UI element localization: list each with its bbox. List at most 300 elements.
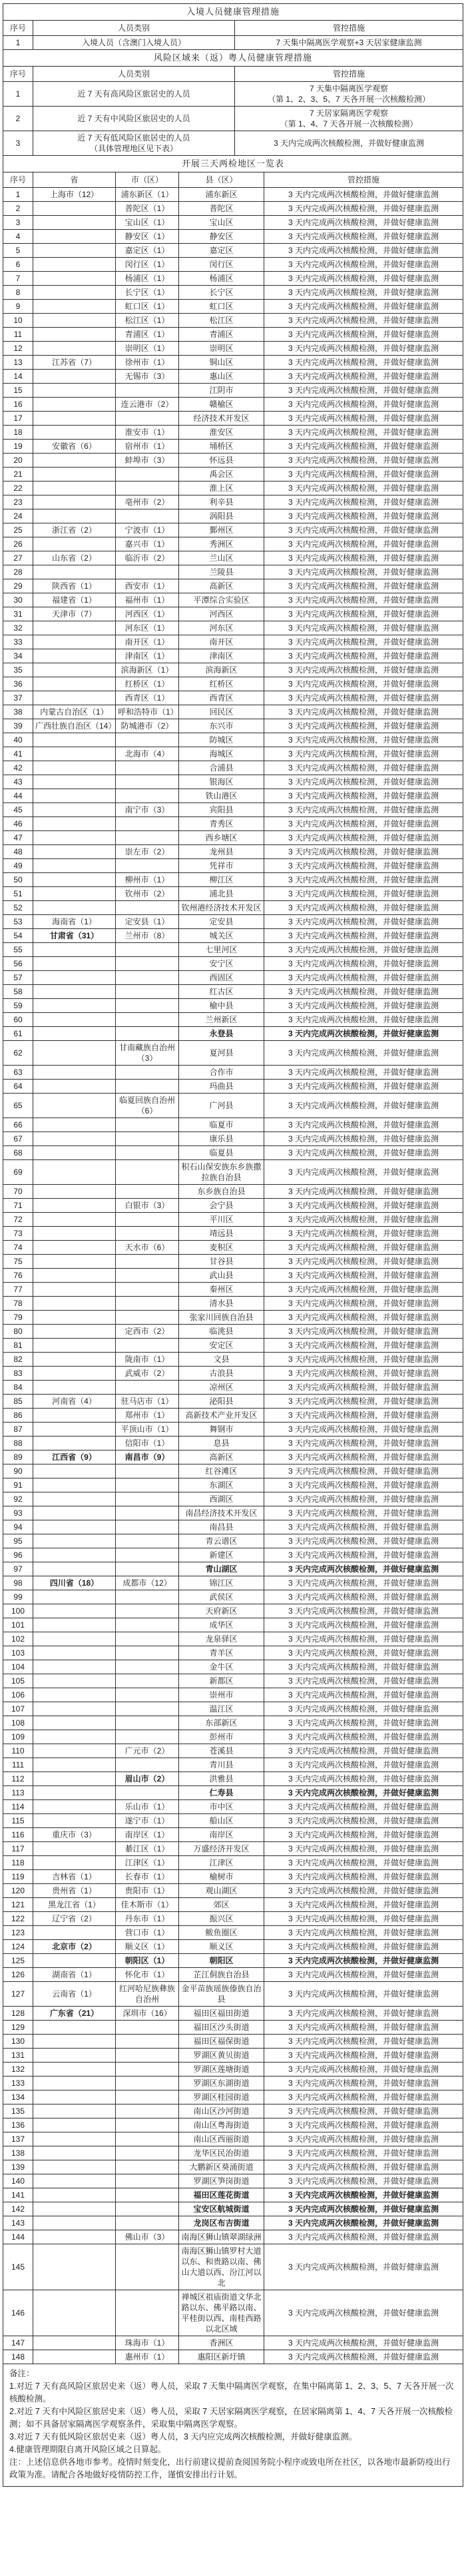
region-row	[3, 915, 463, 929]
province-cell	[33, 314, 116, 328]
province-cell: 上海市（12）	[33, 188, 116, 202]
city-cell	[116, 2244, 179, 2290]
measure-cell: 3 天内完成两次核酸检测，并做好健康监测	[264, 1437, 463, 1450]
region-row	[3, 1464, 463, 1478]
province-cell	[33, 2132, 116, 2146]
county-cell: 芷江侗族自治县	[179, 1968, 264, 1982]
region-row	[3, 2091, 463, 2104]
measure-cell: 3 天内完成两次核酸检测，并做好健康监测	[264, 2174, 463, 2188]
category-cell: 入境人员（含澳门入境人员）	[33, 36, 235, 50]
region-row	[3, 1283, 463, 1297]
measure-cell: 3 天内完成两次核酸检测，并做好健康监测	[264, 1080, 463, 1094]
measure-cell: 3 天内完成两次核酸检测，并做好健康监测	[264, 2091, 463, 2104]
region-row	[3, 1269, 463, 1283]
region-row	[3, 719, 463, 733]
county-cell: 凉州区	[179, 1381, 264, 1395]
region-row	[3, 216, 463, 230]
row-number: 94	[3, 1520, 33, 1534]
measure-cell: 3 天内完成两次核酸检测，并做好健康监测	[264, 1297, 463, 1311]
row-number: 8	[3, 286, 33, 300]
county-cell: 洪雅县	[179, 1772, 264, 1786]
region-row	[3, 1013, 463, 1027]
province-cell	[33, 1160, 116, 1185]
measure-cell: 3 天内完成两次核酸检测，并做好健康监测	[264, 2336, 463, 2350]
province-cell	[33, 957, 116, 971]
county-cell: 合作市	[179, 1066, 264, 1080]
county-cell: 青秀区	[179, 817, 264, 831]
region-row	[3, 565, 463, 579]
row-number: 128	[3, 2007, 33, 2021]
measure-cell: 3 天内完成两次核酸检测，并做好健康监测	[264, 1814, 463, 1828]
province-cell	[33, 1269, 116, 1283]
row-number: 137	[3, 2132, 33, 2146]
row-number: 67	[3, 1132, 33, 1146]
province-cell: 重庆市（3）	[33, 1828, 116, 1842]
measure-cell: 3 天内完成两次核酸检测，并做好健康监测	[264, 523, 463, 537]
region-row	[3, 1800, 463, 1814]
province-cell	[33, 1660, 116, 1674]
city-cell	[116, 1132, 179, 1146]
measure-cell: 3 天内完成两次核酸检测，并做好健康监测	[264, 1912, 463, 1926]
city-cell: 西青区（1）	[116, 691, 179, 705]
county-cell: 秀洲区	[179, 537, 264, 551]
province-cell	[33, 1255, 116, 1269]
measure-cell: 3 天内完成两次核酸检测，并做好健康监测	[264, 1716, 463, 1730]
measure-cell: 3 天内完成两次核酸检测，并做好健康监测	[264, 873, 463, 887]
measure-cell: 3 天内完成两次核酸检测，并做好健康监测	[264, 859, 463, 873]
province-cell	[33, 1744, 116, 1758]
county-cell: 罗湖区东湖街道	[179, 2077, 264, 2091]
province-cell	[33, 677, 116, 691]
row-number: 132	[3, 2063, 33, 2077]
row-number: 106	[3, 1688, 33, 1702]
row-number: 21	[3, 468, 33, 482]
region-row	[3, 1618, 463, 1632]
measure-cell: 3 天内完成两次核酸检测，并做好健康监测	[264, 2216, 463, 2230]
region-row	[3, 1353, 463, 1367]
city-cell	[116, 2146, 179, 2160]
county-cell: 西湖区	[179, 1492, 264, 1506]
city-cell	[116, 2021, 179, 2035]
city-cell: 珠海市（1）	[116, 2336, 179, 2350]
region-row	[3, 2021, 463, 2035]
city-cell: 驻马店市（1）	[116, 1395, 179, 1409]
region-row	[3, 1912, 463, 1926]
regions-tbody	[3, 188, 463, 2364]
row-number: 16	[3, 398, 33, 412]
measure-cell: 3 天内完成两次核酸检测，并做好健康监测	[264, 1898, 463, 1912]
county-cell: 东湖区	[179, 1478, 264, 1492]
row-number: 69	[3, 1160, 33, 1185]
measure-cell: 3 天内完成两次核酸检测，并做好健康监测	[264, 1381, 463, 1395]
city-cell: 怀化市（1）	[116, 1968, 179, 1982]
city-cell: 陇南市（1）	[116, 1353, 179, 1367]
region-row	[3, 845, 463, 859]
province-cell	[33, 565, 116, 579]
measure-cell: 3 天内完成两次核酸检测，并做好健康监测	[264, 1758, 463, 1772]
measure-cell: 3 天内完成两次核酸检测，并做好健康监测	[264, 1132, 463, 1146]
province-cell	[33, 202, 116, 216]
county-cell: 宝山区	[179, 216, 264, 230]
measure-cell: 3 天内完成两次核酸检测，并做好健康监测	[264, 2007, 463, 2021]
county-cell: 青山湖区	[179, 1562, 264, 1576]
province-cell: 广西壮族自治区（14）	[33, 719, 116, 733]
city-cell	[116, 2132, 179, 2146]
measure-cell: 3 天内完成两次核酸检测，并做好健康监测	[264, 1562, 463, 1576]
province-cell	[33, 1674, 116, 1688]
city-cell	[116, 1013, 179, 1027]
measure-cell: 3 天内完成两次核酸检测，并做好健康监测	[264, 761, 463, 775]
city-cell: 亳州市（2）	[116, 495, 179, 509]
category-line: 近 7 天有低风险区旅居史的人员	[77, 133, 190, 143]
region-row	[3, 1423, 463, 1437]
col-header-measure: 管控措施	[264, 172, 463, 188]
measure-cell: 3 天内完成两次核酸检测，并做好健康监测	[264, 202, 463, 216]
county-cell: 苍溪县	[179, 1744, 264, 1758]
row-number: 108	[3, 1716, 33, 1730]
region-row	[3, 2104, 463, 2118]
province-cell	[33, 1604, 116, 1618]
province-cell	[33, 1423, 116, 1437]
measure-cell: 3 天内完成两次核酸检测，并做好健康监测	[264, 1828, 463, 1842]
province-cell	[33, 747, 116, 761]
county-cell: 防城区	[179, 733, 264, 747]
city-cell: 杨浦区（1）	[116, 272, 179, 286]
region-row	[3, 1884, 463, 1898]
county-cell: 利辛县	[179, 495, 264, 509]
row-number: 117	[3, 1842, 33, 1856]
region-row	[3, 1534, 463, 1548]
province-cell	[33, 1534, 116, 1548]
risk-table-title-row	[3, 50, 463, 67]
province-cell	[33, 398, 116, 412]
measure-cell: 3 天内完成两次核酸检测，并做好健康监测	[264, 537, 463, 551]
measure-cell: 3 天内完成两次核酸检测，并做好健康监测	[264, 649, 463, 663]
measure-cell: 3 天内完成两次核酸检测，并做好健康监测	[264, 468, 463, 482]
city-cell	[116, 1520, 179, 1534]
region-row	[3, 482, 463, 495]
county-cell: 铜山区	[179, 356, 264, 370]
row-number: 62	[3, 1041, 33, 1066]
row-number: 90	[3, 1464, 33, 1478]
measure-cell: 3 天内完成两次核酸检测，并做好健康监测	[264, 551, 463, 565]
province-cell	[33, 2188, 116, 2202]
entry-table	[3, 3, 463, 50]
measure-cell: 3 天内完成两次核酸检测，并做好健康监测	[264, 1492, 463, 1506]
county-cell: 柳江区	[179, 873, 264, 887]
region-row	[3, 691, 463, 705]
province-cell	[33, 2104, 116, 2118]
city-cell	[116, 733, 179, 747]
measure-cell: 3 天内完成两次核酸检测，并做好健康监测	[264, 495, 463, 509]
county-cell: 埇桥区	[179, 440, 264, 454]
province-cell	[33, 426, 116, 440]
row-number: 127	[3, 1982, 33, 2007]
measure-cell: 3 天内完成两次核酸检测，并做好健康监测	[264, 2160, 463, 2174]
province-cell	[33, 1842, 116, 1856]
city-cell	[116, 1646, 179, 1660]
city-cell: 河西区（1）	[116, 607, 179, 621]
category-cell	[33, 131, 235, 156]
city-cell	[116, 2118, 179, 2132]
row-number: 77	[3, 1283, 33, 1297]
city-cell	[116, 2063, 179, 2077]
region-row	[3, 1646, 463, 1660]
city-cell	[116, 789, 179, 803]
province-cell	[33, 1132, 116, 1146]
measure-cell: 3 天内完成两次核酸检测，并做好健康监测	[264, 188, 463, 202]
region-row	[3, 1450, 463, 1464]
measure-cell: 3 天内完成两次核酸检测，并做好健康监测	[264, 272, 463, 286]
province-cell	[33, 1227, 116, 1241]
row-number: 123	[3, 1926, 33, 1940]
province-cell	[33, 831, 116, 845]
city-cell	[116, 1464, 179, 1478]
county-cell: 红谷滩区	[179, 1464, 264, 1478]
county-cell: 鄞州区	[179, 523, 264, 537]
province-cell	[33, 2021, 116, 2035]
region-row	[3, 803, 463, 817]
province-cell	[33, 1646, 116, 1660]
region-row	[3, 873, 463, 887]
region-row	[3, 1297, 463, 1311]
region-row	[3, 1940, 463, 1954]
row-number: 75	[3, 1255, 33, 1269]
measure-cell: 3 天内完成两次核酸检测，并做好健康监测	[264, 1730, 463, 1744]
region-row	[3, 1213, 463, 1227]
row-number: 57	[3, 971, 33, 985]
city-cell	[116, 1478, 179, 1492]
region-row	[3, 1674, 463, 1688]
row-number: 148	[3, 2350, 33, 2364]
province-cell	[33, 1146, 116, 1160]
province-cell	[33, 985, 116, 999]
county-cell: 永登县	[179, 1027, 264, 1041]
city-cell	[116, 859, 179, 873]
county-cell: 龙州县	[179, 845, 264, 859]
county-cell: 淮安区	[179, 426, 264, 440]
row-number: 107	[3, 1702, 33, 1716]
city-cell: 无锡市（3）	[116, 370, 179, 384]
province-cell: 吉林省（1）	[33, 1870, 116, 1884]
row-number: 66	[3, 1118, 33, 1132]
city-cell	[116, 1702, 179, 1716]
measure-cell: 3 天内完成两次核酸检测，并做好健康监测	[264, 677, 463, 691]
measure-cell: 3 天内完成两次核酸检测，并做好健康监测	[264, 426, 463, 440]
row-number: 6	[3, 258, 33, 272]
region-row	[3, 2290, 463, 2336]
county-cell: 安定区	[179, 1339, 264, 1353]
row-number: 133	[3, 2077, 33, 2091]
county-cell: 高新区	[179, 1450, 264, 1464]
region-row	[3, 2049, 463, 2063]
region-row	[3, 230, 463, 244]
city-cell	[116, 2188, 179, 2202]
province-cell	[33, 1094, 116, 1118]
province-cell	[33, 691, 116, 705]
region-row	[3, 440, 463, 454]
province-cell	[33, 845, 116, 859]
measure-cell: 3 天内完成两次核酸检测，并做好健康监测	[264, 1353, 463, 1367]
row-number: 138	[3, 2146, 33, 2160]
city-cell: 柳州市（1）	[116, 873, 179, 887]
county-cell: 会宁县	[179, 1199, 264, 1213]
region-row	[3, 1146, 463, 1160]
row-number: 51	[3, 887, 33, 901]
city-cell: 西安市（1）	[116, 579, 179, 593]
row-number: 86	[3, 1409, 33, 1423]
city-cell	[116, 1213, 179, 1227]
county-cell: 新建区	[179, 1548, 264, 1562]
province-cell: 安徽省（6）	[33, 440, 116, 454]
province-cell	[33, 1548, 116, 1562]
city-cell	[116, 1632, 179, 1646]
province-cell	[33, 789, 116, 803]
section-title-risk: 风险区域来（返）粤人员健康管理措施	[3, 50, 463, 67]
region-row	[3, 1758, 463, 1772]
measure-cell: 3 天内完成两次核酸检测，并做好健康监测	[264, 1632, 463, 1646]
city-cell	[116, 482, 179, 495]
measure-cell: 3 天内完成两次核酸检测，并做好健康监测	[264, 1041, 463, 1066]
region-row	[3, 426, 463, 440]
county-cell: 顺义区	[179, 1940, 264, 1954]
county-cell: 彭州市	[179, 1730, 264, 1744]
province-cell	[33, 2063, 116, 2077]
province-cell	[33, 2230, 116, 2244]
city-cell	[116, 2202, 179, 2216]
region-row	[3, 1339, 463, 1353]
row-number: 141	[3, 2188, 33, 2202]
measure-cell: 3 天内完成两次核酸检测，并做好健康监测	[264, 1548, 463, 1562]
province-cell	[33, 2146, 116, 2160]
col-header-no: 序号	[3, 21, 33, 36]
region-row	[3, 607, 463, 621]
entry-table-title-row	[3, 4, 463, 21]
region-row	[3, 1814, 463, 1828]
measure-cell: 3 天内完成两次核酸检测，并做好健康监测	[264, 1367, 463, 1381]
row-number: 88	[3, 1437, 33, 1450]
row-number: 144	[3, 2230, 33, 2244]
city-cell: 崇明区（1）	[116, 342, 179, 356]
county-cell: 河东区	[179, 621, 264, 635]
risk-table-header-row	[3, 67, 463, 82]
city-cell	[116, 565, 179, 579]
county-cell: 兰山区	[179, 551, 264, 565]
row-number: 140	[3, 2174, 33, 2188]
row-number: 105	[3, 1674, 33, 1688]
city-cell: 北海市（4）	[116, 747, 179, 761]
province-cell	[33, 272, 116, 286]
row-number: 102	[3, 1632, 33, 1646]
province-cell	[33, 1041, 116, 1066]
county-cell: 龙华区民治街道	[179, 2146, 264, 2160]
province-cell: 北京市（2）	[33, 1940, 116, 1954]
measure-cell: 3 天内完成两次核酸检测，并做好健康监测	[264, 342, 463, 356]
province-cell: 江西省（9）	[33, 1450, 116, 1464]
region-row	[3, 2007, 463, 2021]
row-number: 74	[3, 1241, 33, 1255]
row-number: 31	[3, 607, 33, 621]
province-cell	[33, 1702, 116, 1716]
city-cell: 红桥区（1）	[116, 677, 179, 691]
measure-line: 7 天集中隔离医学观察	[309, 84, 388, 93]
city-cell	[116, 1548, 179, 1562]
region-row	[3, 775, 463, 789]
county-cell: 兰州新区	[179, 1013, 264, 1027]
province-cell	[33, 1367, 116, 1381]
measure-cell: 3 天内完成两次核酸检测，并做好健康监测	[264, 971, 463, 985]
city-cell	[116, 2077, 179, 2091]
city-cell	[116, 1185, 179, 1199]
regions-table-header-row	[3, 172, 463, 188]
province-cell	[33, 1856, 116, 1870]
measure-cell: 3 天内完成两次核酸检测，并做好健康监测	[264, 1325, 463, 1339]
region-row	[3, 1982, 463, 2007]
city-cell: 呼和浩特市（1）	[116, 705, 179, 719]
region-row	[3, 1590, 463, 1604]
county-cell: 静安区	[179, 230, 264, 244]
row-number: 44	[3, 789, 33, 803]
city-cell	[116, 2035, 179, 2049]
region-row	[3, 1576, 463, 1590]
row-number: 45	[3, 803, 33, 817]
row-number: 85	[3, 1395, 33, 1409]
measure-cell: 3 天内完成两次核酸检测，并做好健康监测	[264, 370, 463, 384]
row-number: 15	[3, 384, 33, 398]
province-cell	[33, 1800, 116, 1814]
measure-cell: 3 天内完成两次核酸检测，并做好健康监测	[264, 398, 463, 412]
province-cell	[33, 1241, 116, 1255]
region-row	[3, 272, 463, 286]
measure-line: （第 1、2、3、5、7 天各开展一次核酸检测）	[267, 95, 431, 104]
row-number: 129	[3, 2021, 33, 2035]
measure-cell: 3 天内完成两次核酸检测，并做好健康监测	[264, 1674, 463, 1688]
measure-cell: 3 天内完成两次核酸检测，并做好健康监测	[264, 1982, 463, 2007]
county-cell: 南岸区	[179, 1828, 264, 1842]
city-cell: 佛山市（3）	[116, 2230, 179, 2244]
county-cell: 青云谱区	[179, 1534, 264, 1548]
province-cell	[33, 2216, 116, 2230]
row-number: 4	[3, 230, 33, 244]
province-cell	[33, 2118, 116, 2132]
measure-cell: 3 天内完成两次核酸检测，并做好健康监测	[264, 440, 463, 454]
measure-cell: 3 天内完成两次核酸检测，并做好健康监测	[264, 1520, 463, 1534]
county-cell: 文县	[179, 1353, 264, 1367]
county-cell: 新都区	[179, 1674, 264, 1688]
county-cell: 罗湖区笋岗街道	[179, 2174, 264, 2188]
city-cell: 信阳市（1）	[116, 1437, 179, 1450]
row-number: 1	[3, 82, 33, 107]
province-cell	[33, 1926, 116, 1940]
county-cell: 罗湖区莲塘街道	[179, 2063, 264, 2077]
measure-cell: 3 天内完成两次核酸检测，并做好健康监测	[264, 2077, 463, 2091]
city-cell	[116, 1716, 179, 1730]
city-cell: 佳木斯市（1）	[116, 1898, 179, 1912]
measure-cell: 3 天内完成两次核酸检测，并做好健康监测	[264, 1283, 463, 1297]
county-cell: 临夏市	[179, 1118, 264, 1132]
county-cell: 江津区	[179, 1856, 264, 1870]
row-number: 130	[3, 2035, 33, 2049]
county-cell: 玛曲县	[179, 1080, 264, 1094]
region-row	[3, 1160, 463, 1185]
measure-cell: 3 天内完成两次核酸检测，并做好健康监测	[264, 2063, 463, 2077]
county-cell: 武山县	[179, 1269, 264, 1283]
county-cell: 泌阳县	[179, 1395, 264, 1409]
measure-cell: 3 天内完成两次核酸检测，并做好健康监测	[264, 300, 463, 314]
measure-cell: 3 天内完成两次核酸检测，并做好健康监测	[264, 1506, 463, 1520]
region-row	[3, 1898, 463, 1912]
measure-cell: 3 天内完成两次核酸检测，并做好健康监测	[264, 2202, 463, 2216]
